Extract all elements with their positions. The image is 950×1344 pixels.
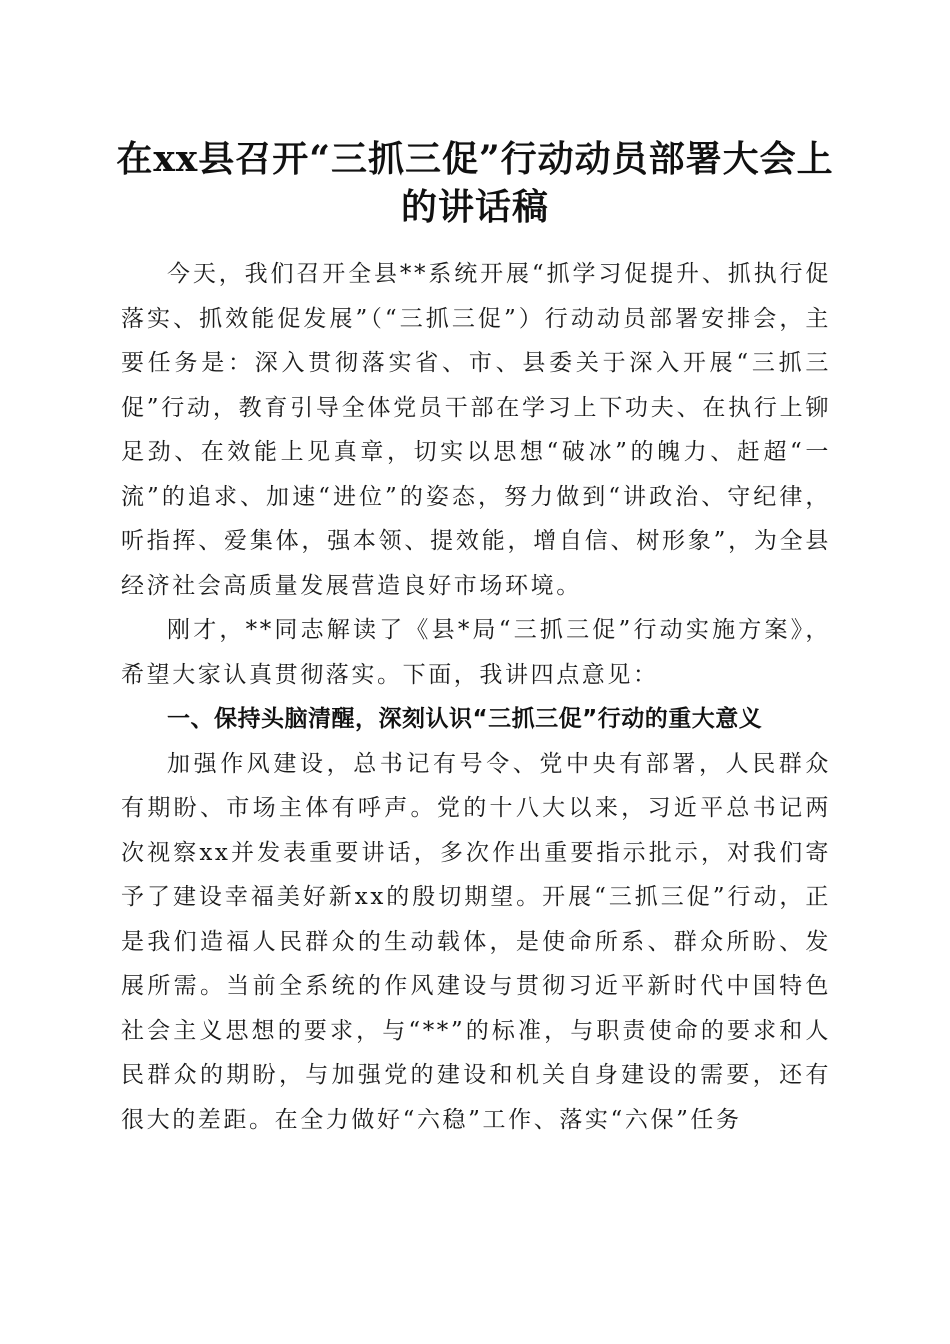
- section-heading: 一、保持头脑清醒，深刻认识“三抓三促”行动的重大意义: [167, 706, 763, 732]
- document-title: 在xx县召开“三抓三促”行动动员部署大会上的讲话稿: [116, 138, 834, 228]
- paragraph-section-one: 加强作风建设，总书记有号令、党中央有部署，人民群众有期盼、市场主体有呼声。党的十八大以来，习近平总书记两次视察xx并发表重要讲话，多次作出重要指示批示，对我们寄予了建设幸福美好新xx的殷切期望。开展“三抓三促”行动，正是我们造福人民群众的生动载体，是使命所系、群众所盼、发展所需。当前全系统的作风建设与贯彻习近平新时代中国特色社会主义思想的要求，与“**”的标准，与职责使命的要求和人民群众的期盼，与加强党的建设和机关自身建设的需要，还有很大的差距。在全力做好“六稳”工作、落实“六保”任务: [121, 750, 831, 1133]
- document-body: [121, 252, 831, 1142]
- paragraph-opening: 今天，我们召开全县**系统开展“抓学习促提升、抓执行促落实、抓效能促发展”（“三抓三促”）行动动员部署安排会，主要任务是：深入贯彻落实省、市、县委关于深入开展“三抓三促”行动，教育引导全体党员干部在学习上下功夫、在执行上铆足劲、在效能上见真章，切实以思想“破冰”的魄力、赶超“一流”的追求、加速“进位”的姿态，努力做到“讲政治、守纪律，听指挥、爱集体，强本领、提效能，增自信、树形象”，为全县经济社会高质量发展营造良好市场环境。: [121, 261, 831, 599]
- paragraph-transition: 刚才，**同志解读了《县*局“三抓三促”行动实施方案》，希望大家认真贯彻落实。下面，我讲四点意见：: [121, 617, 831, 688]
